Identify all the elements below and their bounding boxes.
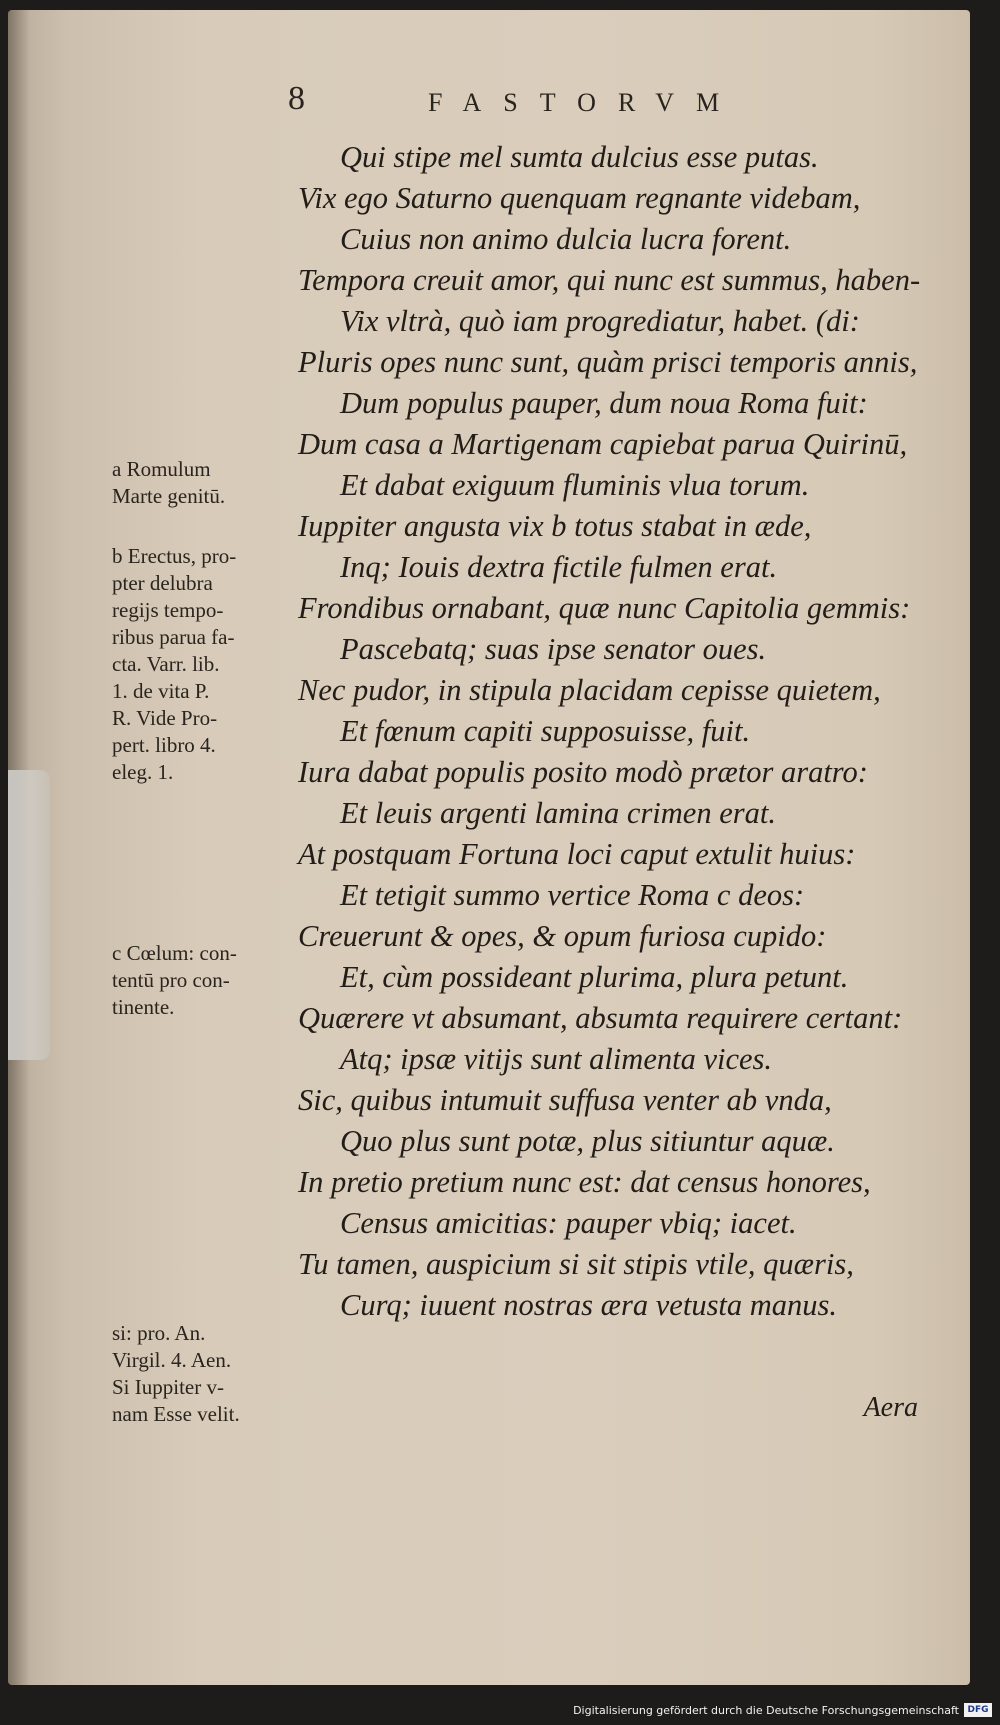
note-line: 1. de vita P. [112, 679, 210, 703]
note-line: nam Esse velit. [112, 1402, 240, 1426]
verse-line: Et fœnum capiti supposuisse, fuit. [340, 714, 751, 748]
note-line: pter delubra [112, 571, 213, 595]
marginal-note-c [112, 940, 297, 1021]
running-title: FASTORVM [428, 88, 742, 117]
note-line: pert. libro 4. [112, 733, 216, 757]
note-line: ribus parua fa- [112, 625, 235, 649]
verse-line: Tu tamen, auspicium si sit stipis vtile, quæris, [298, 1247, 854, 1281]
note-line: eleg. 1. [112, 760, 174, 784]
note-line: tinente. [112, 995, 175, 1019]
verse-line: Dum populus pauper, dum noua Roma fuit: [340, 386, 868, 420]
note-line: b Erectus, pro- [112, 544, 237, 568]
verse-line: Quo plus sunt potæ, plus sitiuntur aquæ. [340, 1124, 835, 1158]
verse-line: Et dabat exiguum fluminis vlua torum. [340, 468, 810, 502]
verse-line: In pretio pretium nunc est: dat census honores, [298, 1165, 871, 1199]
note-line: si: pro. An. [112, 1321, 206, 1345]
note-line: c Cœlum: con- [112, 941, 237, 965]
verse-line: Nec pudor, in stipula placidam cepisse quietem, [298, 673, 881, 707]
note-line: tentū pro con- [112, 968, 230, 992]
book-page [8, 10, 970, 1685]
verse-line: Cuius non animo dulcia lucra forent. [340, 222, 792, 256]
note-line: a Romulum [112, 457, 211, 481]
catchword: Aera [863, 1392, 918, 1423]
verse-line: At postquam Fortuna loci caput extulit huius: [298, 837, 856, 871]
verse-line: Inq; Iouis dextra fictile fulmen erat. [340, 550, 778, 584]
verse-line: Pluris opes nunc sunt, quàm prisci temporis annis, [298, 345, 918, 379]
verse-line: Et leuis argenti lamina crimen erat. [340, 796, 776, 830]
verse-line: Vix ego Saturno quenquam regnante videbam, [298, 181, 861, 215]
verse-line: Sic, quibus intumuit suffusa venter ab vnda, [298, 1083, 832, 1117]
verse-line: Iuppiter angusta vix b totus stabat in æde, [298, 509, 812, 543]
verse-line: Tempora creuit amor, qui nunc est summus, haben- [298, 263, 921, 297]
verse-line: Qui stipe mel sumta dulcius esse putas. [340, 140, 819, 174]
verse-line: Frondibus ornabant, quæ nunc Capitolia gemmis: [298, 591, 911, 625]
verse-line: Et tetigit summo vertice Roma c deos: [340, 878, 805, 912]
note-line: R. Vide Pro- [112, 706, 218, 730]
verse-line: Creuerunt & opes, & opum furiosa cupido: [298, 919, 827, 953]
marginal-note-d [112, 1320, 297, 1428]
marginal-note-a [112, 456, 297, 510]
dfg-logo-icon: DFG [964, 1703, 992, 1717]
note-line: Marte genitū. [112, 484, 226, 508]
verse-line: Pascebatq; suas ipse senator oues. [340, 632, 767, 666]
verse-line: Curq; iuuent nostras æra vetusta manus. [340, 1288, 838, 1322]
page-number: 8 [288, 80, 305, 117]
verse-line: Quærere vt absumant, absumta requirere certant: [298, 1001, 903, 1035]
note-line: Si Iuppiter v- [112, 1375, 224, 1399]
verse-line: Atq; ipsæ vitijs sunt alimenta vices. [340, 1042, 773, 1076]
tape-strip [8, 770, 50, 1060]
verse-line: Vix vltrà, quò iam progrediatur, habet. (di: [340, 304, 860, 338]
footer-credit: Digitalisierung gefördert durch die Deutsche Forschungsgemeinschaft [573, 1703, 959, 1717]
note-line: Virgil. 4. Aen. [112, 1348, 232, 1372]
page-header [8, 80, 970, 130]
note-line: cta. Varr. lib. [112, 652, 220, 676]
marginal-note-b [112, 543, 297, 786]
verse-line: Iura dabat populis posito modò prætor aratro: [298, 755, 868, 789]
digitization-footer [573, 1703, 992, 1717]
note-line: regijs tempo- [112, 598, 224, 622]
verse-line: Et, cùm possideant plurima, plura petunt. [340, 960, 849, 994]
verse-line: Dum casa a Martigenam capiebat parua Quirinū, [298, 427, 908, 461]
verse-line: Census amicitias: pauper vbiq; iacet. [340, 1206, 797, 1240]
